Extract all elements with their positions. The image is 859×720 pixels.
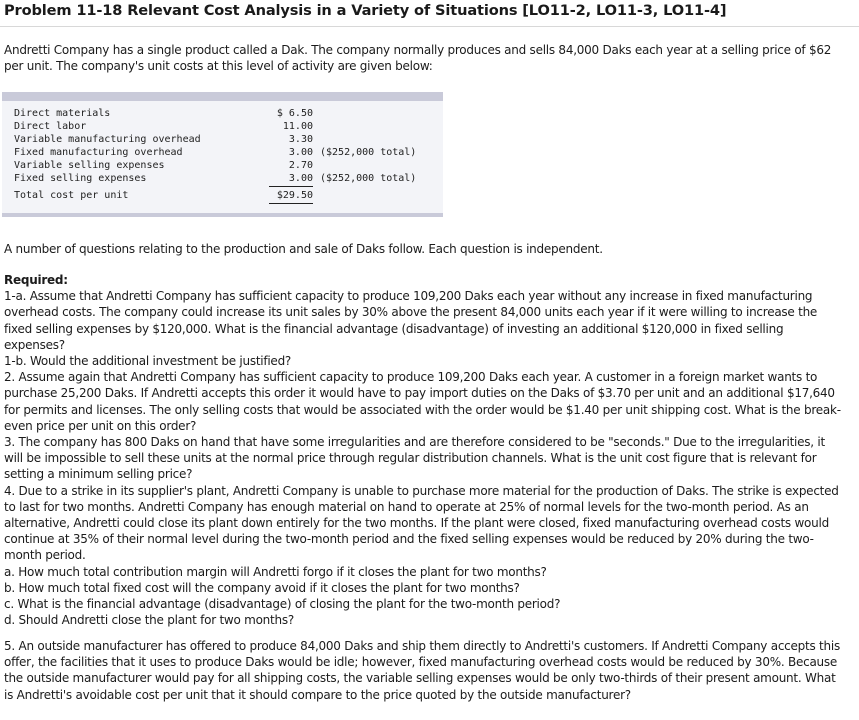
row-note: ($252,000 total) xyxy=(320,147,417,158)
title-divider xyxy=(0,26,859,27)
total-rule xyxy=(269,203,313,204)
question-1a: 1-a. Assume that Andretti Company has sufficient capacity to produce 109,200 Daks each year without any increase in fixed manufacturing overhead costs. The company could increase its unit sales by 30% above the present 84,000 units each year if it were willing to increase the fixed selling expenses by $120,000. What is the financial advantage (disadvantage) of investing an additional $120,000 in fixed selling expenses? xyxy=(4,289,818,352)
row-amount: 3.00 xyxy=(288,173,313,184)
row-note: ($252,000 total) xyxy=(320,173,417,184)
total-row xyxy=(2,190,443,203)
table-row xyxy=(2,134,443,147)
question-4: 4. Due to a strike in its supplier's plant, Andretti Company is unable to purchase more material for the production of Daks. The strike is expected to last for two months. Andretti Company has enough material on hand to operate at 25% of normal levels for the two-month period. As an alternative, Andretti could close its plant down entirely for the two months. If the plant were closed, fixed manufacturing overhead costs would continue at 35% of their normal level during the two-month period and the fixed selling expenses would be reduced by 20% during the two-month period. xyxy=(4,483,839,563)
question-2: 2. Assume again that Andretti Company has sufficient capacity to produce 109,200 Daks each year. A customer in a foreign market wants to purchase 25,200 Daks. If Andretti accepts this order it would have to pay import duties on the Daks of $3.70 per unit and an additional $17,640 for permits and licenses. The only selling costs that would be associated with the order would be $1.40 per unit shipping cost. What is the break-even price per unit on this order? xyxy=(4,370,841,433)
problem-title: Problem 11-18 Relevant Cost Analysis in a Variety of Situations [LO11-2, LO11-3, LO11-4] xyxy=(4,2,727,19)
question-4b: b. How much total fixed cost will the company avoid if it closes the plant for two months? xyxy=(4,580,520,595)
table-row xyxy=(2,108,443,121)
total-amount: $29.50 xyxy=(276,190,313,201)
question-4d: d. Should Andretti close the plant for two months? xyxy=(4,613,294,628)
row-label: Variable manufacturing overhead xyxy=(14,134,201,145)
table-row xyxy=(2,160,443,173)
table-bottom-band xyxy=(2,213,443,217)
row-label: Fixed manufacturing overhead xyxy=(14,147,183,158)
row-label: Variable selling expenses xyxy=(14,160,165,171)
question-5: 5. An outside manufacturer has offered to produce 84,000 Daks and ship them directly to Andretti's customers. If Andretti Company accepts this offer, the facilities that it uses to produce Daks would be idle; however, fixed manufacturing overhead costs would be reduced by 30%. Because the outside manufacturer would pay for all shipping costs, the variable selling expenses would be only two-thirds of their present amount. What is Andretti's avoidable cost per unit that it should compare to the price quoted by the outside manufacturer? xyxy=(4,639,840,702)
question-1b: 1-b. Would the additional investment be justified? xyxy=(4,354,292,369)
question-3: 3. The company has 800 Daks on hand that have some irregularities and are therefore considered to be "seconds." Due to the irregularities, it will be impossible to sell these units at the normal price through regular distribution channels. What is the unit cost figure that is relevant for setting a minimum selling price? xyxy=(4,435,825,482)
subtotal-rule xyxy=(269,186,313,187)
required-section xyxy=(4,272,844,628)
table-top-band xyxy=(2,92,443,101)
total-label: Total cost per unit xyxy=(14,190,129,201)
question-4a: a. How much total contribution margin will Andretti forgo if it closes the plant for two months? xyxy=(4,564,547,579)
row-label: Direct materials xyxy=(14,108,111,119)
questions-intro: A number of questions relating to the production and sale of Daks follow. Each question is independent. xyxy=(4,242,603,256)
table-row xyxy=(2,121,443,134)
required-heading: Required: xyxy=(4,273,68,287)
unit-cost-table xyxy=(2,92,443,217)
row-label: Fixed selling expenses xyxy=(14,173,147,184)
table-row xyxy=(2,173,443,186)
question-4c: c. What is the financial advantage (disadvantage) of closing the plant for the two-month period? xyxy=(4,597,561,612)
row-amount: 3.30 xyxy=(288,134,313,145)
row-amount: $ 6.50 xyxy=(276,108,313,119)
row-amount: 3.00 xyxy=(288,147,313,158)
table-row xyxy=(2,147,443,160)
row-amount: 11.00 xyxy=(282,121,313,132)
row-label: Direct labor xyxy=(14,121,87,132)
intro-paragraph: Andretti Company has a single product called a Dak. The company normally produces and sells 84,000 Daks each year at a selling price of $62 per unit. The company's unit costs at this level of activity are given below: xyxy=(4,43,832,74)
row-amount: 2.70 xyxy=(288,160,313,171)
